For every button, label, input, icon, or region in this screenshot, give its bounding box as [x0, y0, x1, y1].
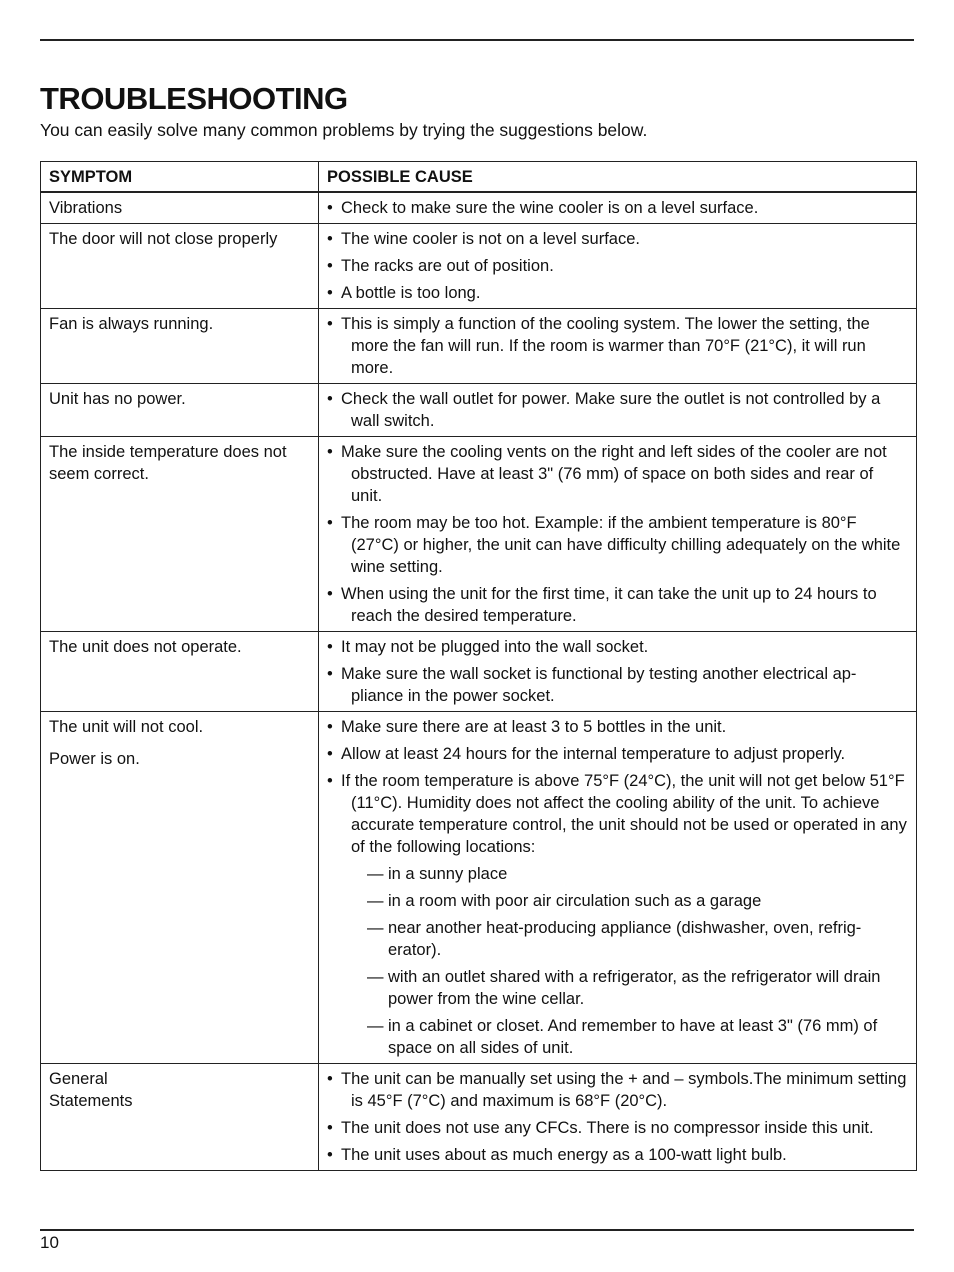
- cause-cell: [319, 384, 917, 437]
- location-item: — in a room with poor air circulation such as a garage: [367, 890, 908, 912]
- symptom-text: Power is on.: [49, 750, 140, 768]
- location-item: — in a cabinet or closet. And remember to have at least 3" (76 mm) of space on all sides of unit.: [367, 1015, 908, 1059]
- cause-item: [327, 1068, 908, 1112]
- symptom-text: The unit does not operate.: [49, 638, 242, 656]
- symptom-cell: [41, 309, 319, 384]
- cause-cell: [319, 224, 917, 309]
- cause-list: [327, 228, 908, 304]
- cause-item: [327, 197, 908, 219]
- cause-item: [327, 663, 908, 707]
- cause-item: [327, 583, 908, 627]
- cause-item: [327, 770, 908, 1059]
- cause-cell: [319, 309, 917, 384]
- cause-item: [327, 388, 908, 432]
- table-row: [41, 632, 917, 712]
- cause-text: • The room may be too hot. Example: if the ambient temperature is 80°F (27°C) or higher, the unit can have difficulty chilling adequately on the white wine setting.: [341, 514, 901, 576]
- intro-text: You can easily solve many common problems by trying the suggestions below.: [40, 120, 648, 140]
- cause-item: [327, 1117, 908, 1139]
- cause-list: [327, 197, 908, 219]
- troubleshooting-table: [40, 161, 917, 1171]
- cause-text: • A bottle is too long.: [341, 284, 481, 302]
- table-row: [41, 224, 917, 309]
- cause-text: • Allow at least 24 hours for the internal temperature to adjust properly.: [341, 745, 846, 763]
- cause-text: • The racks are out of position.: [341, 257, 554, 275]
- cause-header: POSSIBLE CAUSE: [319, 162, 917, 193]
- cause-text: • Check to make sure the wine cooler is on a level surface.: [341, 199, 759, 217]
- cause-item: [327, 716, 908, 738]
- cause-item: [327, 743, 908, 765]
- cause-item: [327, 636, 908, 658]
- cause-text: • The unit does not use any CFCs. There is no compressor inside this unit.: [341, 1119, 874, 1137]
- table-row: [41, 192, 917, 224]
- table-row: [41, 309, 917, 384]
- bottom-rule: [40, 1229, 914, 1231]
- cause-cell: [319, 437, 917, 632]
- cause-text: • If the room temperature is above 75°F (24°C), the unit will not get below 51°F (11°C). Humidity does not affect the cooling ability of the unit. To achieve accurate temperature control, the unit should not be used or operated in any of the following locations:: [341, 772, 907, 856]
- symptom-text: The door will not close properly: [49, 230, 278, 248]
- cause-cell: [319, 192, 917, 224]
- symptom-cell: [41, 1064, 319, 1171]
- cause-text: • Make sure the wall socket is functional by testing another electrical ap-pliance in the power socket.: [341, 665, 857, 705]
- symptom-cell: [41, 224, 319, 309]
- cause-text: • The unit can be manually set using the + and – symbols.The minimum setting is 45°F (7°C) and maximum is 68°F (20°C).: [341, 1070, 907, 1110]
- cause-cell: [319, 712, 917, 1064]
- cause-item: [327, 441, 908, 507]
- cause-item: [327, 282, 908, 304]
- symptom-header: SYMPTOM: [41, 162, 319, 193]
- table-row: [41, 712, 917, 1064]
- location-item: — with an outlet shared with a refrigerator, as the refrigerator will drain power from the wine cellar.: [367, 966, 908, 1010]
- cause-list: [327, 313, 908, 379]
- top-rule: [40, 39, 914, 41]
- cause-item: [327, 313, 908, 379]
- cause-text: • This is simply a function of the cooling system. The lower the setting, the more the fan will run. If the room is warmer than 70°F (21°C), it will run more.: [341, 315, 870, 377]
- symptom-cell: [41, 712, 319, 1064]
- table-body: [41, 192, 917, 1171]
- symptom-text: The inside temperature does not seem correct.: [49, 443, 287, 483]
- cause-text: • Make sure there are at least 3 to 5 bottles in the unit.: [341, 718, 727, 736]
- cause-text: • The unit uses about as much energy as a 100-watt light bulb.: [341, 1146, 787, 1164]
- page-number: 10: [40, 1233, 59, 1252]
- table-row: [41, 437, 917, 632]
- symptom-cell: [41, 632, 319, 712]
- cause-cell: [319, 632, 917, 712]
- symptom-text: Vibrations: [49, 199, 123, 217]
- cause-item: [327, 1144, 908, 1166]
- cause-item: [327, 255, 908, 277]
- table-header-row: [41, 162, 917, 193]
- cause-text: • The wine cooler is not on a level surface.: [341, 230, 640, 248]
- symptom-text: Unit has no power.: [49, 390, 186, 408]
- cause-list: [327, 388, 908, 432]
- cause-text: • Check the wall outlet for power. Make sure the outlet is not controlled by a wall switch.: [341, 390, 881, 430]
- cause-list: [327, 716, 908, 1059]
- table-row: [41, 384, 917, 437]
- symptom-cell: [41, 192, 319, 224]
- cause-list: [327, 1068, 908, 1166]
- cause-item: [327, 228, 908, 250]
- cause-text: • It may not be plugged into the wall socket.: [341, 638, 649, 656]
- table-row: [41, 1064, 917, 1171]
- location-list: [341, 863, 908, 1059]
- symptom-text: The unit will not cool.: [49, 718, 204, 736]
- symptom-text: Fan is always running.: [49, 315, 214, 333]
- cause-text: • Make sure the cooling vents on the right and left sides of the cooler are not obstructed. Have at least 3" (76 mm) of space on both sides and rear of unit.: [341, 443, 887, 505]
- symptom-cell: [41, 384, 319, 437]
- cause-item: [327, 512, 908, 578]
- cause-cell: [319, 1064, 917, 1171]
- cause-list: [327, 441, 908, 627]
- page-title: TROUBLESHOOTING: [40, 81, 348, 116]
- cause-list: [327, 636, 908, 707]
- location-item: — in a sunny place: [367, 863, 908, 885]
- cause-text: • When using the unit for the first time, it can take the unit up to 24 hours to reach the desired temperature.: [341, 585, 877, 625]
- location-item: — near another heat-producing appliance (dishwasher, oven, refrig-erator).: [367, 917, 908, 961]
- symptom-cell: [41, 437, 319, 632]
- symptom-text: General Statements: [49, 1070, 133, 1110]
